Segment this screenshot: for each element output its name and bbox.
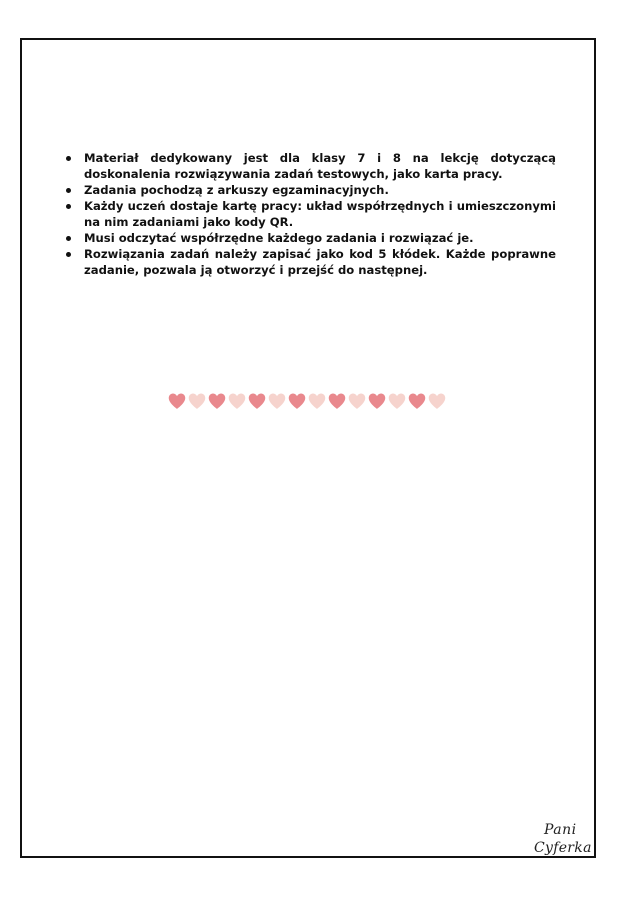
bullet-icon (66, 252, 71, 257)
heart-divider (168, 393, 446, 409)
bullet-icon (66, 204, 71, 209)
heart-icon (268, 393, 286, 409)
heart-icon (288, 393, 306, 409)
heart-icon (328, 393, 346, 409)
signature-line-2: Cyferka (534, 840, 592, 856)
list-item-text: Zadania pochodzą z arkuszy egzaminacyjnych. (84, 183, 389, 197)
list-item-text: Rozwiązania zadań należy zapisać jako kod 5 kłódek. Każde poprawne zadanie, pozwala ją otworzyć i przejść do następnej. (84, 247, 556, 277)
heart-icon (168, 393, 186, 409)
signature-logo (530, 820, 592, 862)
heart-icon (368, 393, 386, 409)
list-item-text: Każdy uczeń dostaje kartę pracy: układ współrzędnych i umieszczonymi na nim zadaniami jako kody QR. (84, 199, 556, 229)
list-item-text: Materiał dedykowany jest dla klasy 7 i 8 na lekcję dotyczącą doskonalenia rozwiązywania zadań testowych, jako karta pracy. (84, 151, 556, 181)
bullet-icon (66, 156, 71, 161)
list-item (66, 182, 556, 198)
info-list (66, 150, 556, 278)
signature-line-1: Pani (544, 822, 577, 838)
bullet-icon (66, 188, 71, 193)
heart-icon (308, 393, 326, 409)
list-item (66, 246, 556, 278)
heart-icon (408, 393, 426, 409)
heart-icon (188, 393, 206, 409)
heart-icon (428, 393, 446, 409)
heart-icon (388, 393, 406, 409)
list-item-text: Musi odczytać współrzędne każdego zadania i rozwiązać je. (84, 231, 474, 245)
heart-icon (248, 393, 266, 409)
list-item (66, 230, 556, 246)
bullet-icon (66, 236, 71, 241)
heart-icon (348, 393, 366, 409)
list-item (66, 198, 556, 230)
heart-icon (208, 393, 226, 409)
list-item (66, 150, 556, 182)
heart-icon (228, 393, 246, 409)
